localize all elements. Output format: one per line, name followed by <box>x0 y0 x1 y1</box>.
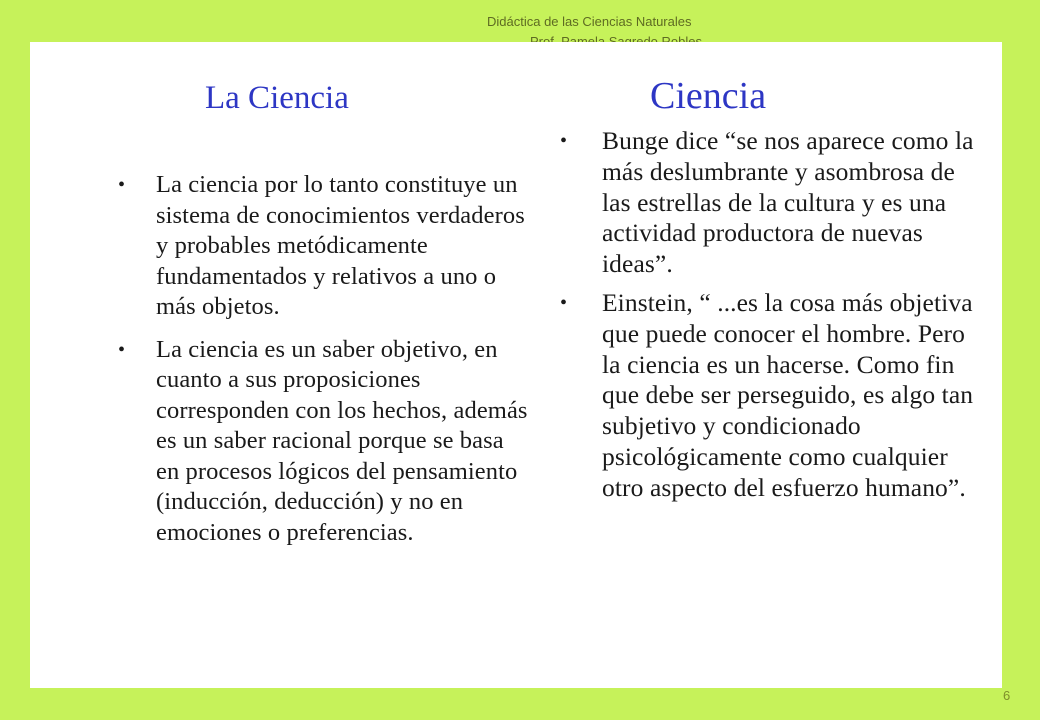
bullet-icon: • <box>560 291 568 314</box>
bullet-text: La ciencia es un saber objetivo, en cuanto a sus proposiciones corresponden con los hechos, además es un saber racional porque se basa en procesos lógicos del pensamiento (inducción, deducción) y no en emociones o preferencias. <box>156 335 528 546</box>
list-item <box>118 335 528 549</box>
bullet-icon: • <box>118 174 126 196</box>
list-item <box>560 126 990 280</box>
page-number: 6 <box>1003 688 1011 703</box>
bullet-text: La ciencia por lo tanto constituye un sistema de conocimientos verdaderos y probables metódicamente fundamentados y relativos a uno o más objetos. <box>156 171 525 320</box>
bullet-icon: • <box>118 338 126 361</box>
right-bullet-list <box>560 126 990 512</box>
course-title: Didáctica de las Ciencias Naturales <box>487 14 692 29</box>
bullet-icon: • <box>560 130 568 152</box>
bullet-text: Bunge dice “se nos aparece como la más deslumbrante y asombrosa de las estrellas de la cultura y es una actividad productora de nuevas ideas”. <box>602 126 974 279</box>
right-title: Ciencia <box>650 75 767 117</box>
list-item <box>118 170 528 323</box>
bullet-text: Einstein, “ ...es la cosa más objetiva que puede conocer el hombre. Pero la ciencia es un hacerse. Como fin que debe ser perseguido, es algo tan subjetivo y condicionado psicológicamente como cualquier otro aspecto del esfuerzo humano”. <box>602 287 974 502</box>
slide-content-image <box>30 42 1002 688</box>
list-item <box>560 288 990 504</box>
left-bullet-list <box>118 170 528 560</box>
left-title: La Ciencia <box>205 80 349 116</box>
